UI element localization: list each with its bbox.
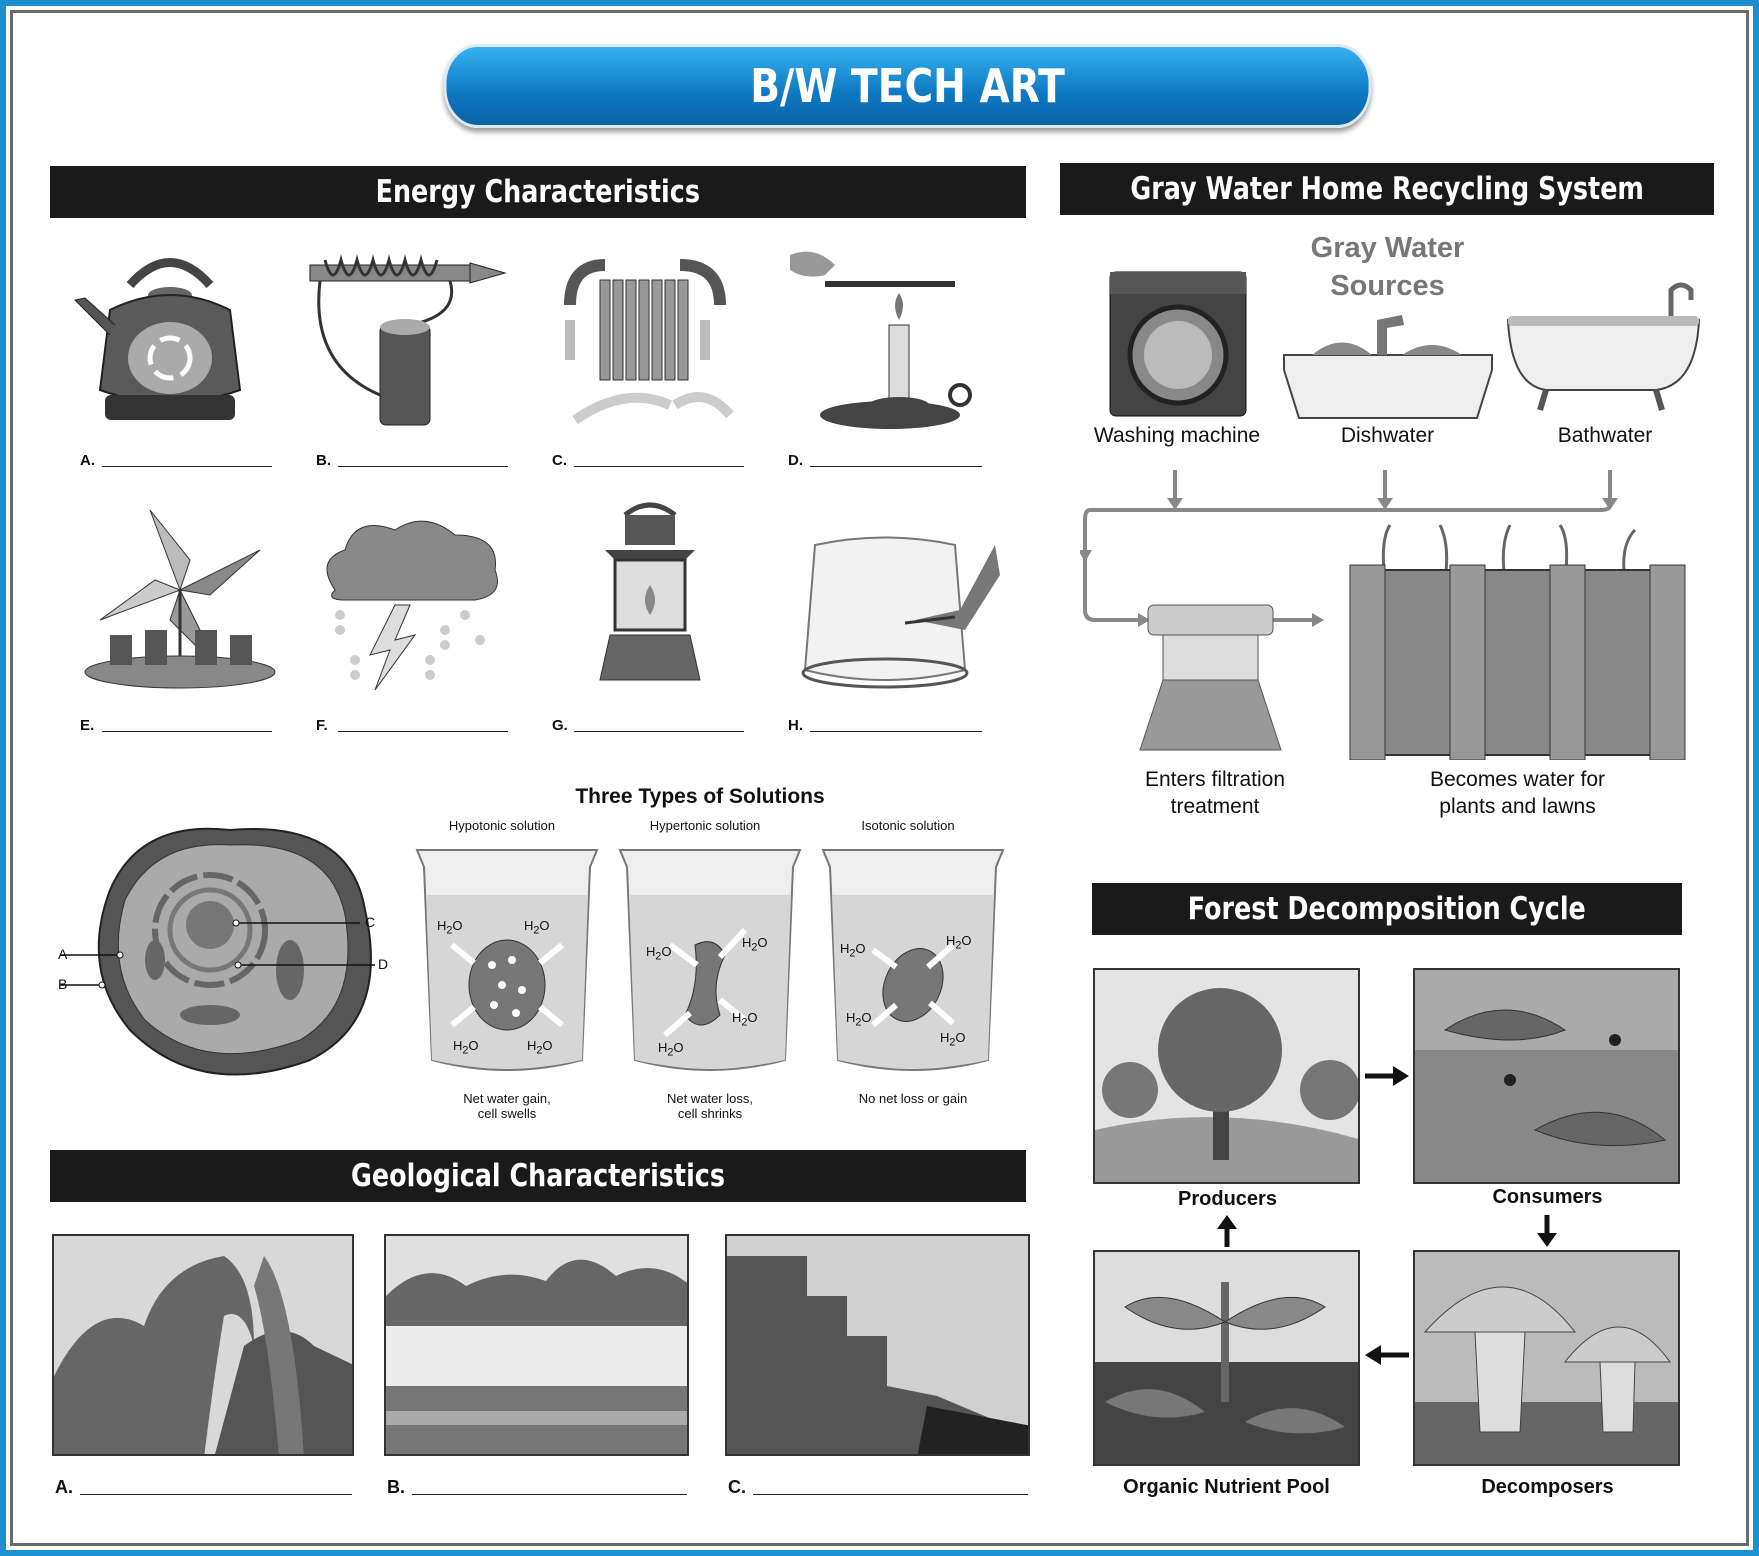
water-label: $H_2O$ [646,944,672,963]
lantern-illustration [585,500,715,695]
energy-label-g: G. [552,717,568,734]
consumers-image [1413,968,1680,1184]
water-label: $H_2O$ [846,1010,872,1029]
decomposers-image [1413,1250,1680,1466]
planter-box-illustration [1345,520,1690,760]
storm-cloud-illustration [315,510,505,695]
energy-label-e: E. [80,717,95,734]
arrow-left-icon [1363,1341,1411,1369]
radiator-illustration [555,245,740,435]
energy-answer-line-h [810,731,982,732]
nutrient-pool-image [1093,1250,1360,1466]
energy-answer-line-a [102,466,272,467]
washing-machine-illustration [1108,270,1248,418]
stage-decomposers: Decomposers [1481,1476,1614,1498]
filtration-caption: Enters filtration treatment [1144,768,1286,818]
arrow-right-icon [1363,1062,1411,1090]
cell-label-c: C [365,914,376,930]
energy-label-b: B. [316,452,331,469]
energy-answer-line-c [574,466,744,467]
geology-answer-line-b [412,1494,687,1495]
energy-answer-line-g [574,731,744,732]
geology-answer-line-a [80,1494,352,1495]
arrow-up-icon [1213,1213,1241,1249]
kettle-illustration [70,240,270,435]
stage-producers: Producers [1178,1188,1277,1210]
stage-consumers: Consumers [1492,1186,1603,1208]
stage-organic-nutrient-pool: Organic Nutrient Pool [1123,1476,1330,1498]
energy-answer-line-f [338,731,508,732]
filtration-unit-illustration [1138,600,1283,755]
animal-cell-diagram [60,800,400,1095]
sink-illustration [1282,310,1494,420]
beaker-hypotonic [412,845,602,1080]
energy-answer-line-d [810,466,982,467]
energy-label-h: H. [788,717,803,734]
geology-label-a: A. [55,1477,73,1497]
rock-layers-image [725,1234,1030,1456]
energy-label-a: A. [80,452,95,469]
rock-arch-image [52,1234,354,1456]
graywater-sources-title: Gray Water Sources [1310,232,1465,302]
water-label: $H_2O$ [940,1030,966,1049]
arrow-down-icon [1533,1213,1561,1249]
water-label: $H_2O$ [946,933,972,952]
candle-illustration [785,245,985,435]
plants-caption: Becomes water for plants and lawns [1429,768,1606,818]
caption-hypertonic: Net water loss, cell shrinks [667,1091,753,1121]
pinwheel-illustration [80,500,280,695]
source-dishwater: Dishwater [1340,424,1435,447]
solution-type-hypotonic: Hypotonic solution [448,818,556,833]
cell-label-d: D [378,956,389,972]
caption-hypotonic: Net water gain, cell swells [463,1091,551,1121]
caption-isotonic: No net loss or gain [858,1091,968,1106]
source-washing-machine: Washing machine [1093,424,1261,447]
beaker-hypertonic [615,845,805,1080]
energy-header: Energy Characteristics [50,166,1026,218]
solution-type-hypertonic: Hypertonic solution [649,818,761,833]
producers-image [1093,968,1360,1184]
graywater-header: Gray Water Home Recycling System [1060,163,1714,215]
water-label: $H_2O$ [742,935,768,954]
cell-label-b: B [58,976,68,992]
water-label: $H_2O$ [437,918,463,937]
forest-header: Forest Decomposition Cycle [1092,883,1682,935]
water-label: $H_2O$ [453,1038,479,1057]
banner-title: B/W TECH ART [444,44,1371,128]
bell-jar-illustration [785,535,1005,695]
geology-label-c: C. [728,1477,746,1497]
geology-label-b: B. [387,1477,405,1497]
geology-header: Geological Characteristics [50,1150,1026,1202]
bathtub-illustration [1506,280,1701,415]
energy-answer-line-b [338,466,508,467]
energy-label-f: F. [316,717,328,734]
energy-answer-line-e [102,731,272,732]
water-label: $H_2O$ [732,1010,758,1029]
source-bathwater: Bathwater [1557,424,1653,447]
water-label: $H_2O$ [527,1038,553,1057]
water-label: $H_2O$ [524,918,550,937]
water-label: $H_2O$ [658,1040,684,1059]
electromagnet-illustration [300,245,510,435]
solution-type-isotonic: Isotonic solution [861,818,955,833]
energy-label-d: D. [788,452,803,469]
beaker-isotonic [818,845,1008,1080]
water-label: $H_2O$ [840,941,866,960]
energy-label-c: C. [552,452,567,469]
geology-answer-line-c [753,1494,1028,1495]
solutions-title: Three Types of Solutions [575,785,825,808]
desert-valley-image [384,1234,689,1456]
cell-label-a: A [58,946,68,962]
